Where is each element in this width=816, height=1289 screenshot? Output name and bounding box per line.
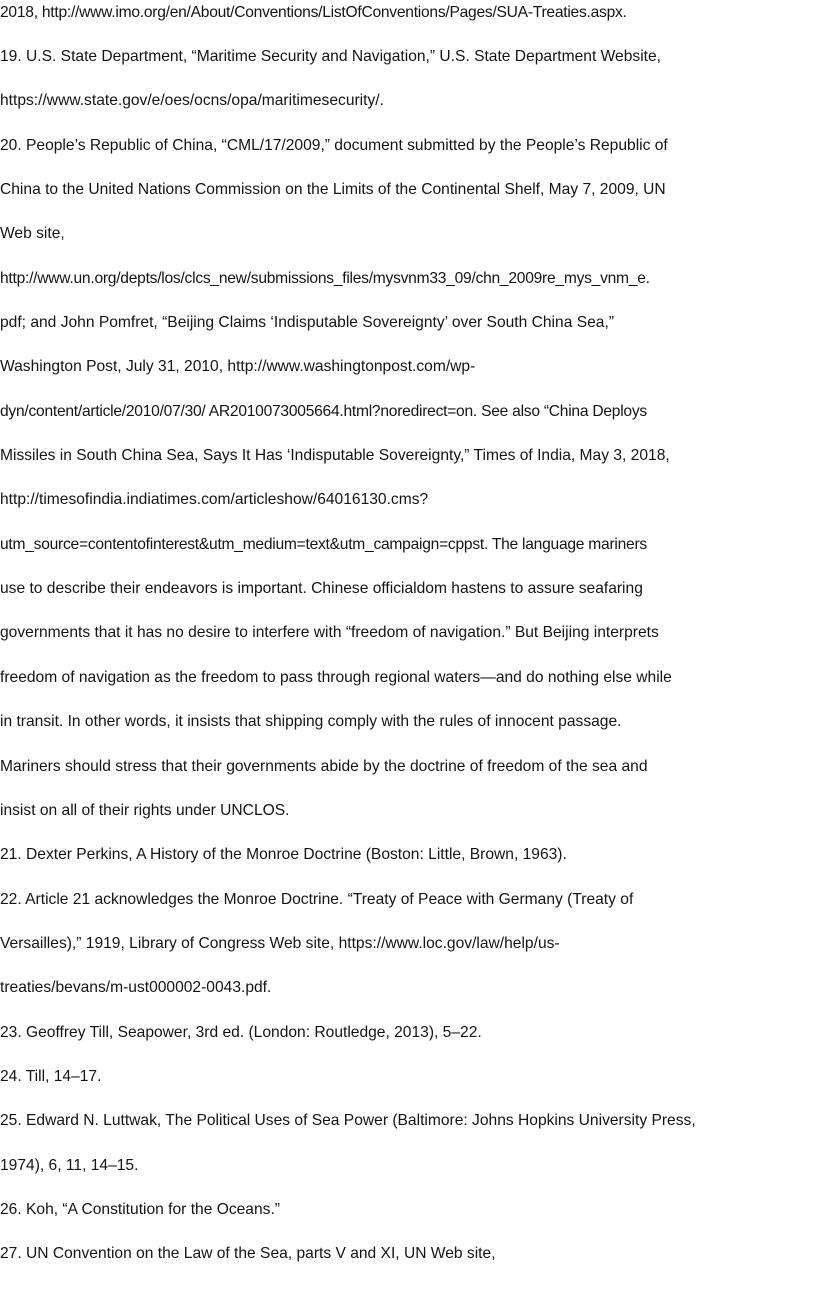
text-line: 19. U.S. State Department, “Maritime Security and Navigation,” U.S. State Department Website, bbox=[0, 48, 661, 65]
text-line: in transit. In other words, it insists that shipping comply with the rules of innocent passage. bbox=[0, 713, 622, 730]
text-line: Washington Post, July 31, 2010, http://www.washingtonpost.com/wp- bbox=[0, 358, 476, 375]
text-line: 27. UN Convention on the Law of the Sea, parts V and XI, UN Web site, bbox=[0, 1245, 496, 1262]
text-line: utm_source=contentofinterest&utm_medium=text&utm_campaign=cppst. The language mariners bbox=[0, 536, 647, 553]
text-line: 1974), 6, 11, 14–15. bbox=[0, 1157, 139, 1174]
text-line: 26. Koh, “A Constitution for the Oceans.” bbox=[0, 1201, 280, 1218]
text-line: use to describe their endeavors is important. Chinese officialdom hastens to assure seafaring bbox=[0, 580, 643, 597]
text-line: treaties/bevans/m-ust000002-0043.pdf. bbox=[0, 979, 272, 996]
text-line: Mariners should stress that their governments abide by the doctrine of freedom of the sea and bbox=[0, 758, 648, 775]
text-line: China to the United Nations Commission on the Limits of the Continental Shelf, May 7, 2009, UN bbox=[0, 181, 666, 198]
text-line: 20. People’s Republic of China, “CML/17/2009,” document submitted by the People’s Republic of bbox=[0, 137, 668, 154]
text-line: 23. Geoffrey Till, Seapower, 3rd ed. (London: Routledge, 2013), 5–22. bbox=[0, 1024, 482, 1041]
text-line: pdf; and John Pomfret, “Beijing Claims ‘Indisputable Sovereignty’ over South China Sea,” bbox=[0, 314, 614, 331]
text-line: 2018, http://www.imo.org/en/About/Conventions/ListOfConventions/Pages/SUA-Treaties.aspx. bbox=[0, 4, 627, 21]
text-line: 24. Till, 14–17. bbox=[0, 1068, 102, 1085]
text-line: http://timesofindia.indiatimes.com/articleshow/64016130.cms? bbox=[0, 491, 429, 508]
text-line: insist on all of their rights under UNCLOS. bbox=[0, 802, 290, 819]
text-line: Web site, bbox=[0, 225, 65, 242]
text-line: 22. Article 21 acknowledges the Monroe Doctrine. “Treaty of Peace with Germany (Treaty of bbox=[0, 891, 634, 908]
text-line: 21. Dexter Perkins, A History of the Monroe Doctrine (Boston: Little, Brown, 1963). bbox=[0, 846, 567, 863]
text-line: dyn/content/article/2010/07/30/ AR2010073005664.html?noredirect=on. See also “China Deploys bbox=[0, 403, 647, 420]
text-line: freedom of navigation as the freedom to pass through regional waters—and do nothing else while bbox=[0, 669, 672, 686]
text-line: Missiles in South China Sea, Says It Has ‘Indisputable Sovereignty,” Times of India, May 3, 2018, bbox=[0, 447, 670, 464]
text-line: http://www.un.org/depts/los/clcs_new/submissions_files/mysvnm33_09/chn_2009re_mys_vnm_e. bbox=[0, 270, 650, 287]
text-line: Versailles),” 1919, Library of Congress Web site, https://www.loc.gov/law/help/us- bbox=[0, 935, 560, 952]
text-line: https://www.state.gov/e/oes/ocns/opa/maritimesecurity/. bbox=[0, 92, 384, 109]
text-line: governments that it has no desire to interfere with “freedom of navigation.” But Beijing interprets bbox=[0, 624, 659, 641]
text-line: 25. Edward N. Luttwak, The Political Uses of Sea Power (Baltimore: Johns Hopkins University Press, bbox=[0, 1112, 696, 1129]
